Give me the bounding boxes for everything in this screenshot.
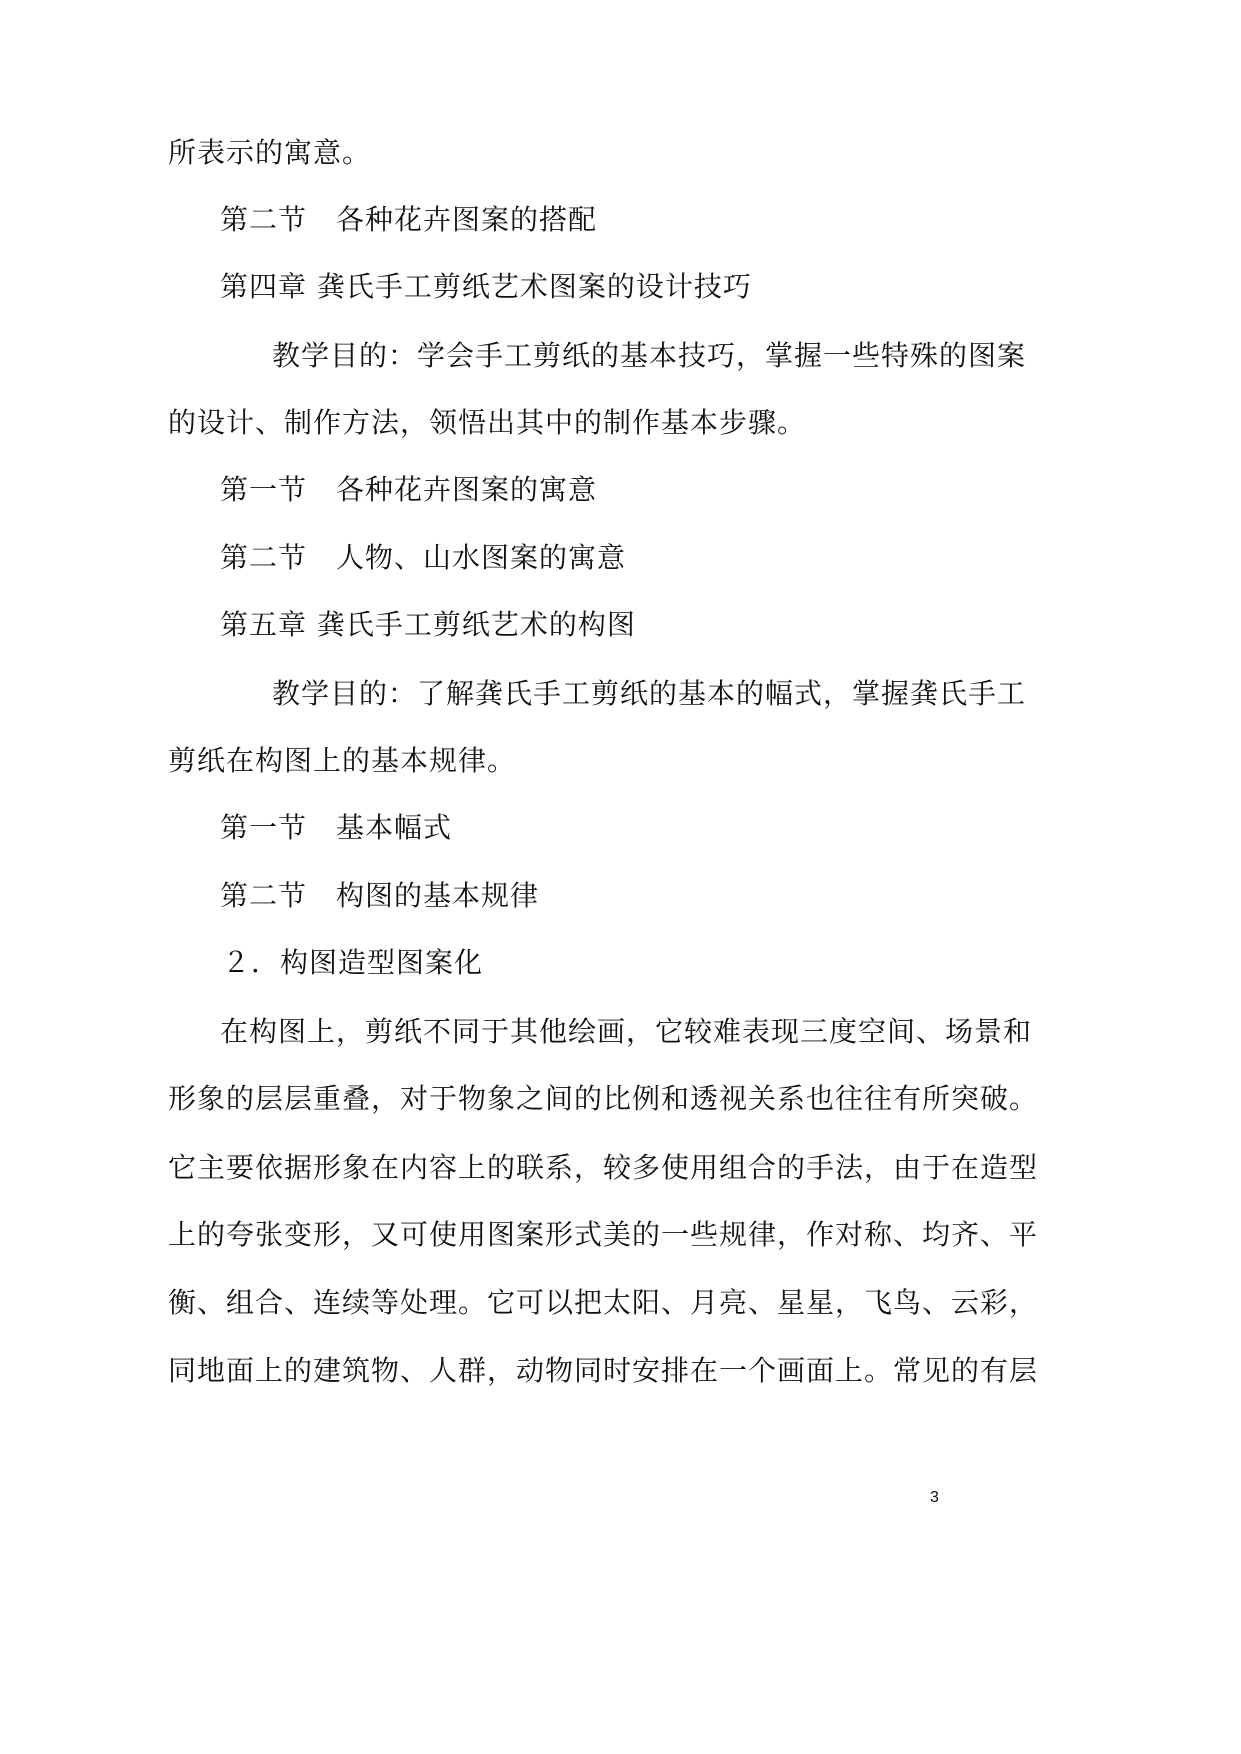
section-heading: 第一节 各种花卉图案的寓意 <box>220 473 598 506</box>
section-heading: 第二节 各种花卉图案的搭配 <box>220 203 598 236</box>
teaching-goal-line-cont: 剪纸在构图上的基本规律。 <box>168 744 517 777</box>
text-line-1: 所表示的寓意。 <box>168 136 372 169</box>
body-paragraph-line: 同地面上的建筑物、人群，动物同时安排在一个画面上。常见的有层 <box>168 1354 1039 1387</box>
body-paragraph-line: 在构图上，剪纸不同于其他绘画，它较难表现三度空间、场景和 <box>220 1015 1033 1048</box>
subsection-heading: ２．构图造型图案化 <box>222 946 484 979</box>
teaching-goal-line: 教学目的：学会手工剪纸的基本技巧，掌握一些特殊的图案 <box>272 339 1027 372</box>
chapter-heading: 第四章 龚氏手工剪纸艺术图案的设计技巧 <box>220 270 752 303</box>
body-paragraph-line: 上的夸张变形，又可使用图案形式美的一些规律，作对称、均齐、平 <box>168 1218 1039 1251</box>
chapter-heading: 第五章 龚氏手工剪纸艺术的构图 <box>220 608 636 641</box>
section-heading: 第一节 基本幅式 <box>220 811 453 844</box>
teaching-goal-line: 教学目的：了解龚氏手工剪纸的基本的幅式，掌握龚氏手工 <box>272 677 1027 710</box>
body-paragraph-line: 它主要依据形象在内容上的联系，较多使用组合的手法，由于在造型 <box>168 1151 1039 1184</box>
section-heading: 第二节 人物、山水图案的寓意 <box>220 541 627 574</box>
body-paragraph-line: 衡、组合、连续等处理。它可以把太阳、月亮、星星，飞鸟、云彩， <box>168 1286 1039 1319</box>
page-number: 3 <box>930 1489 939 1506</box>
teaching-goal-line-cont: 的设计、制作方法，领悟出其中的制作基本步骤。 <box>168 406 807 439</box>
section-heading: 第二节 构图的基本规律 <box>220 879 540 912</box>
body-paragraph-line: 形象的层层重叠，对于物象之间的比例和透视关系也往往有所突破。 <box>168 1082 1039 1115</box>
